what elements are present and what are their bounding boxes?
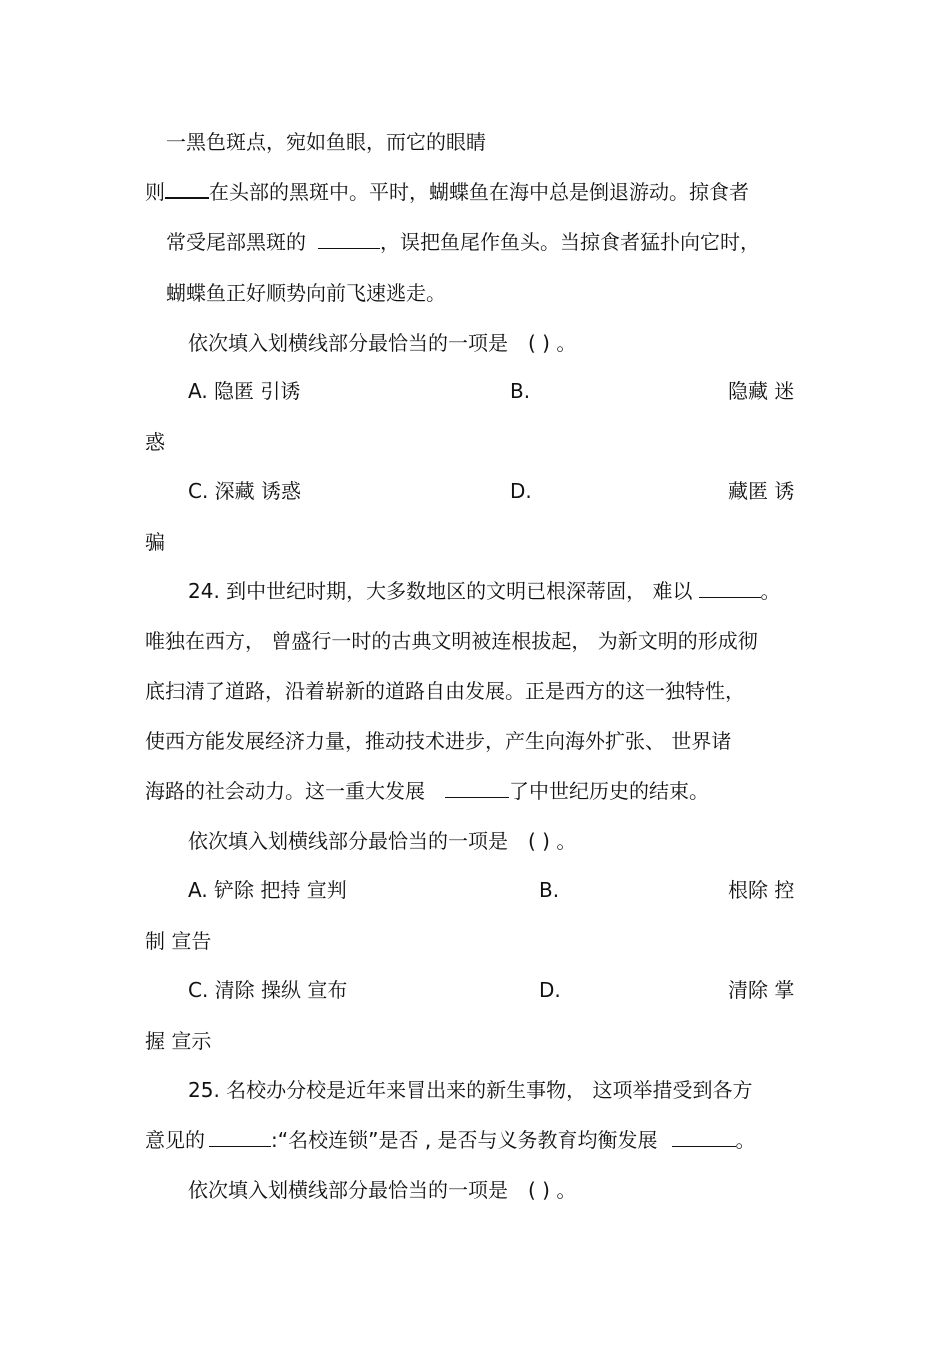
q23-blank-1 [165, 179, 209, 199]
q24-option-b-letter: B. [539, 878, 560, 902]
q25-blank-1 [209, 1128, 271, 1147]
q24-line-5 [145, 778, 709, 804]
q25-line-2-end: 。 [735, 1128, 756, 1152]
q23-option-d-wrap: 骗 [145, 530, 165, 554]
q24-line-1-end: 。 [760, 579, 781, 603]
q23-option-c: C. 深藏 诱惑 [188, 479, 302, 503]
q24-line-1-start: 24. 到中世纪时期，大多数地区的文明已根深蒂固， 难以 [188, 579, 693, 603]
q24-line-3: 底扫清了道路，沿着崭新的道路自由发展。正是西方的这一独特性， [145, 679, 745, 703]
q24-option-b-wrap: 制 宣告 [145, 929, 212, 953]
q24-option-a: A. 铲除 把持 宣判 [188, 878, 347, 902]
q23-line-2-start: 则 [145, 180, 165, 204]
q24-line-2: 唯独在西方， 曾盛行一时的古典文明被连根拔起， 为新文明的形成彻 [145, 629, 758, 653]
q23-line-2-end: 在头部的黑斑中。平时，蝴蝶鱼在海中总是倒退游动。掠食者 [209, 180, 749, 204]
q24-blank-1 [699, 579, 761, 598]
q23-line-2 [145, 179, 749, 205]
q23-blank-2 [318, 230, 380, 249]
q25-line-2 [145, 1127, 756, 1153]
q23-line-3-end: ，误把鱼尾作鱼头。当掠食者猛扑向它时， [380, 230, 760, 254]
q24-option-d-wrap: 握 宣示 [145, 1029, 212, 1053]
q25-line-2-start: 意见的 [145, 1128, 205, 1152]
q24-option-b-words: 根除 控 [728, 878, 795, 902]
q23-line-1: 一黑色斑点，宛如鱼眼，而它的眼睛 [166, 130, 486, 154]
q23-line-3 [166, 229, 760, 255]
q24-option-d-letter: D. [539, 978, 561, 1002]
q24-prompt: 依次填入划横线部分最恰当的一项是 ( ) 。 [188, 829, 577, 853]
q23-line-3-start: 常受尾部黑斑的 [166, 230, 306, 254]
q23-prompt: 依次填入划横线部分最恰当的一项是 ( ) 。 [188, 331, 577, 355]
q24-line-1 [188, 578, 781, 604]
q25-line-1: 25. 名校办分校是近年来冒出来的新生事物， 这项举措受到各方 [188, 1078, 753, 1102]
q23-option-b-wrap: 惑 [145, 430, 165, 454]
q24-blank-2 [445, 779, 509, 798]
q23-option-d-letter: D. [510, 479, 532, 503]
q25-blank-2 [672, 1128, 736, 1147]
q24-line-4: 使西方能发展经济力量，推动技术进步，产生向海外扩张、 世界诸 [145, 729, 732, 753]
q23-option-b-letter: B. [510, 379, 531, 403]
q24-option-c: C. 清除 操纵 宣布 [188, 978, 348, 1002]
q23-line-4: 蝴蝶鱼正好顺势向前飞速逃走。 [166, 281, 446, 305]
q25-prompt: 依次填入划横线部分最恰当的一项是 ( ) 。 [188, 1178, 577, 1202]
q24-line-5-end: 了中世纪历史的结束。 [509, 779, 709, 803]
q23-option-d-words: 藏匿 诱 [728, 479, 795, 503]
q24-line-5-start: 海路的社会动力。这一重大发展 [145, 779, 425, 803]
q23-option-b-words: 隐藏 迷 [728, 379, 795, 403]
q24-option-d-words: 清除 掌 [728, 978, 795, 1002]
q23-option-a: A. 隐匿 引诱 [188, 379, 301, 403]
q25-line-2-middle: :“名校连锁”是否 , 是否与义务教育均衡发展 [271, 1128, 658, 1152]
